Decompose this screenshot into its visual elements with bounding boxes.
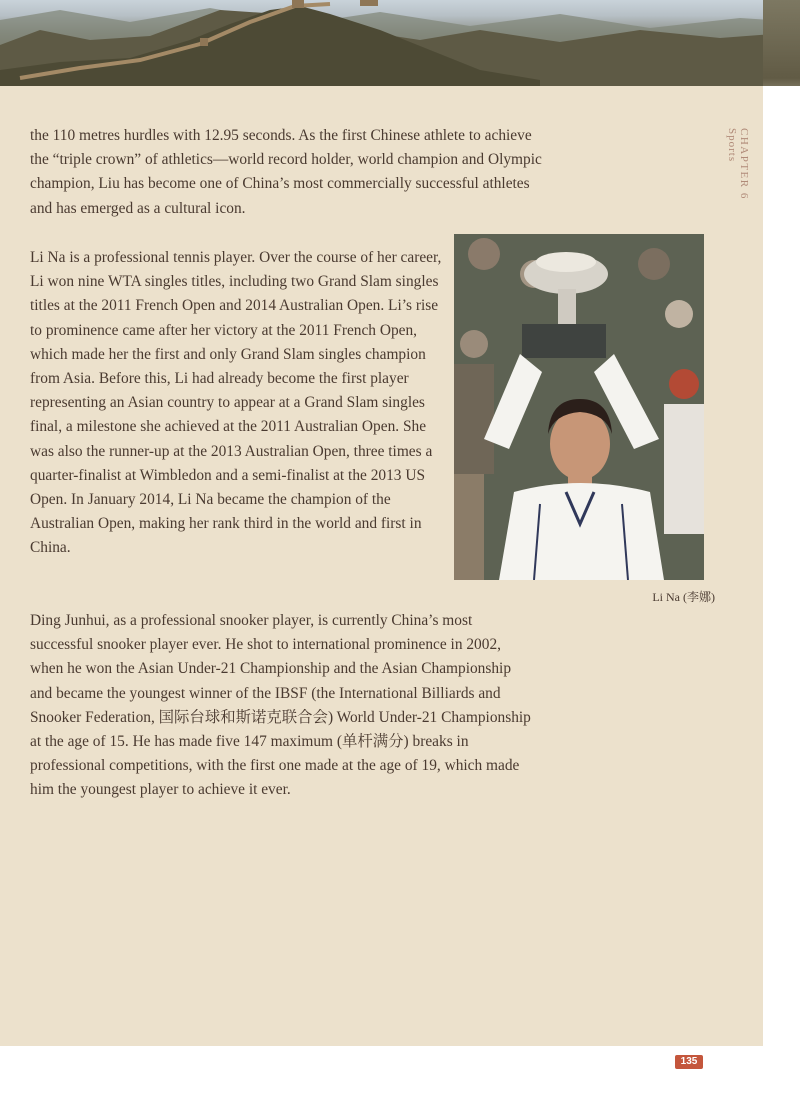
great-wall-banner-image: [0, 0, 800, 86]
chapter-label: CHAPTER 6: [738, 128, 750, 200]
li-na-trophy-photo: [454, 234, 704, 580]
chapter-title: Sports: [726, 128, 738, 163]
margin-strip: [763, 86, 800, 1046]
paragraph-ding-junhui: Ding Junhui, as a professional snooker player, is currently China’s most successful snooker player ever. He shot to international prominence in 2002, when he won the Asian Under-21 Championship and the Asian Championship and became the youngest winner of the IBSF (the International Billiards and Snooker Federation, 国际台球和斯诺克联合会) World Under-21 Championship at the age of 15. He has made five 147 maximum (单杆满分) breaks in professional competitions, with the first one made at the age of 19, which made him the youngest player to achieve it ever.: [30, 612, 531, 799]
chapter-tab: [728, 128, 756, 248]
photo-caption: Li Na (李娜): [652, 590, 715, 604]
paragraph-li-na: Li Na is a professional tennis player. Over the course of her career, Li won nine WTA singles titles, including two Grand Slam singles titles at the 2011 French Open and 2014 Australian Open. Li’s rise to prominence came after her victory at the 2011 French Open, which made her the first and only Grand Slam singles champion from Asia. Before this, Li had already become the first player representing an Asian country to appear at a Grand Slam singles final, a milestone she achieved at the 2011 Australian Open. She was also the runner-up at the 2013 Australian Open, three times a quarter-finalist at Wimbledon and a semi-finalist at the 2013 US Open. In January 2014, Li Na became the champion of the Australian Open, making her rank third in the world and first in China.: [30, 249, 442, 557]
paragraph-liu-xiang: the 110 metres hurdles with 12.95 seconds. As the first Chinese athlete to achieve the “triple crown” of athletics—world record holder, world champion and Olympic champion, Liu has become one of China’s most commercially successful athletes and has emerged as a cultural icon.: [30, 127, 542, 217]
page-number-badge: 135: [675, 1055, 703, 1069]
